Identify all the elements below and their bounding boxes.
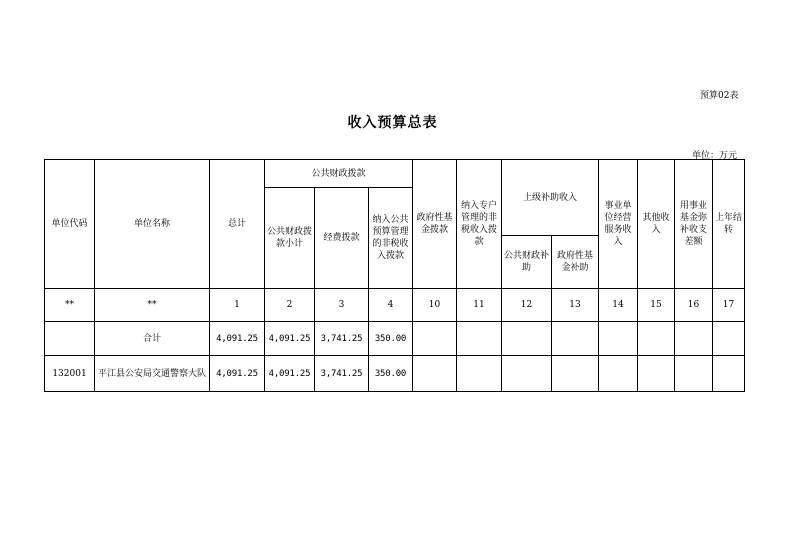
non-tax-cell: 350.00 [369,356,413,392]
header-gov-fund: 政府性基金拨款 [413,160,457,289]
header-non-tax: 纳入公共预算管理的非税收入拨款 [369,188,413,289]
empty-cell [638,356,675,392]
table-row [45,322,745,356]
funding-cell: 3,741.25 [315,356,369,392]
total-cell: 4,091.25 [210,322,265,356]
table-row [45,356,745,392]
index-row [45,289,745,322]
empty-cell [457,322,502,356]
empty-cell [713,356,745,392]
unit-name-cell: 平江县公安局交通警察大队 [95,356,210,392]
header-public-finance-subsidy: 公共财政补助 [502,236,552,289]
index-cell: 15 [638,289,675,322]
empty-cell [552,322,599,356]
header-superior-subsidy: 上级补助收入 [502,160,599,236]
index-cell: 1 [210,289,265,322]
empty-cell [599,322,638,356]
empty-cell [502,356,552,392]
header-unit-code: 单位代码 [45,160,95,289]
page-title: 收入预算总表 [347,115,438,131]
empty-cell [413,356,457,392]
empty-cell [502,322,552,356]
index-cell: ** [45,289,95,322]
index-cell: 11 [457,289,502,322]
total-cell: 4,091.25 [210,356,265,392]
header-carryover: 上年结转 [713,160,745,289]
empty-cell [638,322,675,356]
unit-code-cell: 132001 [45,356,95,392]
index-cell: 10 [413,289,457,322]
empty-cell [552,356,599,392]
header-public-finance: 公共财政拨款 [265,160,413,188]
index-cell: 4 [369,289,413,322]
index-cell: 13 [552,289,599,322]
empty-cell [599,356,638,392]
index-cell: 14 [599,289,638,322]
index-cell: 2 [265,289,315,322]
header-public-finance-subtotal: 公共财政拨款小计 [265,188,315,289]
header-total: 总计 [210,160,265,289]
subtotal-cell: 4,091.25 [265,356,315,392]
unit-label: 单位：万元 [692,151,738,161]
header-fund-balance: 用事业基金弥补收支差额 [675,160,713,289]
header-unit-name: 单位名称 [95,160,210,289]
index-cell: ** [95,289,210,322]
header-funding: 经费拨款 [315,188,369,289]
unit-code-cell [45,322,95,356]
index-cell: 3 [315,289,369,322]
empty-cell [457,356,502,392]
income-budget-table [44,159,745,392]
index-cell: 12 [502,289,552,322]
index-cell: 17 [713,289,745,322]
header-business-income: 事业单位经营服务收入 [599,160,638,289]
index-cell: 16 [675,289,713,322]
header-gov-fund-subsidy: 政府性基金补助 [552,236,599,289]
header-special-non-tax: 纳入专户管理的非税收入拨款 [457,160,502,289]
non-tax-cell: 350.00 [369,322,413,356]
header-other-income: 其他收入 [638,160,675,289]
empty-cell [675,322,713,356]
subtotal-cell: 4,091.25 [265,322,315,356]
unit-name-cell: 合计 [95,322,210,356]
empty-cell [675,356,713,392]
empty-cell [713,322,745,356]
empty-cell [413,322,457,356]
funding-cell: 3,741.25 [315,322,369,356]
form-number: 预算02表 [700,91,739,101]
